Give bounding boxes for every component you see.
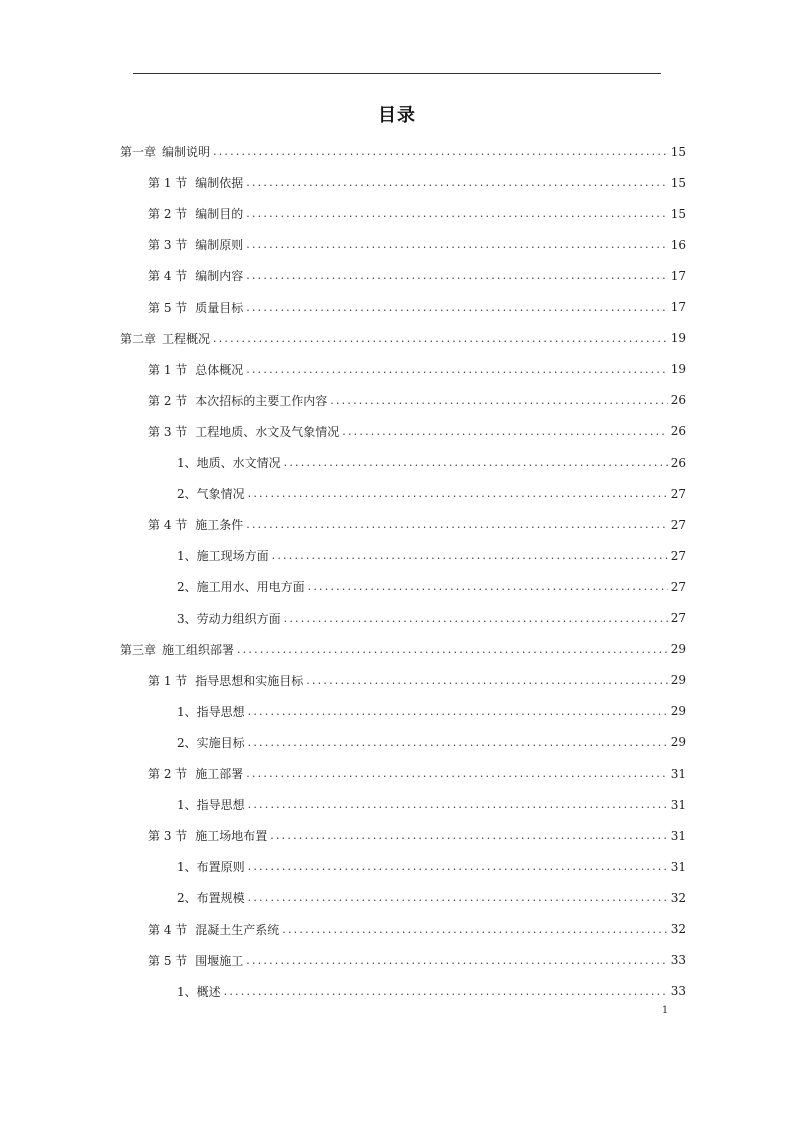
- toc-entry-number: 第 2 节: [148, 207, 188, 222]
- toc-entry-number: 2、: [177, 735, 197, 750]
- toc-dot-leader: [248, 487, 668, 500]
- toc-entry[interactable]: [177, 976, 686, 1007]
- toc-entry[interactable]: [177, 603, 686, 634]
- toc-entry-title: 质量目标: [195, 300, 244, 315]
- toc-entry-page: 15: [670, 175, 686, 190]
- toc-entry-title: 编制目的: [195, 207, 244, 222]
- toc-entry-page: 15: [670, 144, 686, 159]
- toc-entry-title: 地质、水文情况: [196, 456, 281, 470]
- toc-entry-title: 施工现场方面: [196, 549, 269, 564]
- toc-entry[interactable]: [148, 945, 686, 976]
- toc-entry-title: 施工场地布置: [195, 829, 268, 844]
- toc-entry-page: 15: [670, 206, 686, 221]
- toc-entry[interactable]: [120, 634, 686, 665]
- toc-entry-title: 工程概况: [162, 331, 211, 346]
- toc-entry-number: 第 1 节: [148, 176, 188, 191]
- toc-entry-title: 指导思想: [196, 798, 245, 813]
- toc-entry-number: 1、: [177, 456, 197, 470]
- toc-entry-page: 33: [670, 984, 686, 999]
- toc-entry[interactable]: [148, 385, 686, 416]
- toc-entry-page: 19: [670, 331, 686, 346]
- toc-entry-page: 19: [670, 362, 686, 377]
- toc-entry-title: 布置规模: [196, 891, 245, 906]
- toc-entry[interactable]: [177, 571, 686, 602]
- toc-entry-page: 27: [670, 611, 686, 625]
- toc-entry-title: 编制内容: [195, 269, 244, 284]
- toc-entry-title: 围堰施工: [195, 953, 244, 968]
- toc-entry-title: 本次招标的主要工作内容: [195, 393, 328, 408]
- toc-entry-number: 第一章: [120, 145, 157, 159]
- toc-entry-page: 27: [670, 486, 686, 501]
- toc-entry[interactable]: [148, 416, 686, 447]
- toc-entry[interactable]: [148, 260, 686, 291]
- toc-entry-page: 31: [670, 766, 686, 781]
- toc-dot-leader: [246, 363, 667, 376]
- toc-entry-number: 第三章: [120, 642, 157, 657]
- toc-entry-page: 29: [670, 735, 686, 750]
- toc-entry[interactable]: [177, 696, 686, 727]
- toc-entry-page: 17: [670, 300, 686, 314]
- toc-entry-page: 29: [670, 673, 686, 688]
- toc-entry[interactable]: [177, 478, 686, 509]
- toc-entry[interactable]: [148, 758, 686, 789]
- toc-entry-number: 第 5 节: [148, 300, 188, 315]
- toc-entry-page: 26: [670, 455, 686, 470]
- toc-entry-page: 26: [670, 424, 686, 439]
- toc-dot-leader: [342, 425, 667, 438]
- toc-entry-title: 劳动力组织方面: [196, 611, 281, 626]
- toc-entry[interactable]: [148, 167, 686, 198]
- toc-entry-number: 第 2 节: [148, 393, 188, 408]
- toc-entry-number: 第 3 节: [148, 424, 188, 439]
- toc-entry-number: 第 1 节: [148, 362, 188, 377]
- toc-dot-leader: [246, 954, 667, 967]
- toc-entry-page: 29: [670, 642, 686, 657]
- toc-entry[interactable]: [177, 851, 686, 882]
- toc-entry-number: 1、: [177, 704, 197, 719]
- toc-entry-page: 27: [670, 548, 686, 563]
- toc-entry-title: 施工组织部署: [162, 642, 235, 657]
- toc-entry[interactable]: [148, 820, 686, 851]
- toc-dot-leader: [248, 891, 668, 904]
- toc-dot-leader: [272, 549, 668, 562]
- toc-dot-leader: [284, 612, 668, 625]
- toc-title: 目录: [378, 105, 416, 126]
- toc-dot-leader: [306, 674, 667, 687]
- toc-dot-leader: [308, 580, 668, 593]
- toc-entry-number: 1、: [177, 860, 197, 875]
- toc-dot-leader: [237, 643, 668, 656]
- toc-dot-leader: [248, 860, 668, 873]
- toc-entry-number: 第 1 节: [148, 673, 188, 688]
- toc-entry-title: 气象情况: [196, 487, 245, 502]
- toc-entry[interactable]: [177, 882, 686, 913]
- toc-entry[interactable]: [177, 789, 686, 820]
- toc-entry-page: 31: [670, 859, 686, 874]
- toc-entry[interactable]: [148, 198, 686, 229]
- toc-entry-page: 31: [670, 797, 686, 812]
- toc-entry-title: 指导思想: [196, 704, 245, 719]
- toc-entry[interactable]: [148, 665, 686, 696]
- toc-entry-page: 29: [670, 704, 686, 719]
- toc-entry[interactable]: [148, 914, 686, 945]
- toc-entry-number: 第 3 节: [148, 829, 188, 844]
- toc-dot-leader: [224, 985, 668, 998]
- toc-entry-title: 编制说明: [162, 145, 211, 159]
- toc-entry-title: 编制原则: [195, 238, 244, 253]
- toc-entry-title: 施工部署: [195, 767, 244, 781]
- toc-dot-leader: [270, 829, 667, 842]
- toc-entry[interactable]: [120, 323, 686, 354]
- toc-entry[interactable]: [148, 354, 686, 385]
- toc-entry[interactable]: [177, 540, 686, 571]
- toc-entry-title: 施工条件: [195, 518, 244, 533]
- toc-entry-title: 概述: [196, 984, 221, 999]
- toc-dot-leader: [246, 238, 667, 251]
- toc-entry-page: 27: [670, 579, 686, 594]
- footer-page-number: 1: [661, 1005, 669, 1016]
- toc-dot-leader: [246, 301, 667, 314]
- toc-dot-leader: [248, 798, 668, 811]
- toc-entry[interactable]: [148, 229, 686, 260]
- toc-entry-number: 1、: [177, 984, 197, 999]
- toc-entry-page: 16: [670, 237, 686, 252]
- toc-entry-title: 编制依据: [195, 176, 244, 191]
- toc-dot-leader: [248, 736, 668, 749]
- toc-dot-leader: [330, 394, 667, 407]
- toc-entry-page: 17: [670, 268, 686, 283]
- toc-entry-number: 2、: [177, 891, 197, 906]
- toc-entry-page: 32: [670, 922, 686, 936]
- toc-entry-title: 指导思想和实施目标: [195, 673, 304, 688]
- toc-entry-page: 33: [670, 953, 686, 968]
- toc-dot-leader: [213, 145, 668, 158]
- toc-dot-leader: [246, 269, 667, 282]
- header-rule: [133, 73, 661, 74]
- toc-dot-leader: [246, 207, 667, 220]
- toc-entry-title: 施工用水、用电方面: [196, 580, 305, 595]
- toc-entry[interactable]: [120, 136, 686, 167]
- toc-entry-number: 第 5 节: [148, 953, 188, 968]
- toc-dot-leader: [246, 176, 667, 189]
- toc-entry[interactable]: [148, 292, 686, 323]
- toc-entry-title: 混凝土生产系统: [195, 922, 280, 937]
- toc-entry[interactable]: [177, 727, 686, 758]
- toc-entry-number: 2、: [177, 487, 197, 502]
- toc-entry-number: 第 4 节: [148, 269, 188, 284]
- toc-entry-page: 31: [670, 828, 686, 843]
- toc-entry-number: 第 3 节: [148, 238, 188, 253]
- toc-entry-title: 总体概况: [195, 362, 244, 377]
- toc-entry-title: 工程地质、水文及气象情况: [195, 424, 340, 439]
- toc-entry-title: 实施目标: [196, 735, 245, 750]
- toc-entry-page: 32: [670, 890, 686, 905]
- toc-entry-number: 2、: [177, 580, 197, 595]
- toc-entry-number: 第 2 节: [148, 767, 188, 781]
- toc-entry-number: 第 4 节: [148, 922, 188, 937]
- toc-dot-leader: [282, 923, 667, 936]
- toc-entry-number: 1、: [177, 798, 197, 813]
- toc-dot-leader: [284, 456, 668, 469]
- toc-dot-leader: [246, 767, 667, 780]
- toc-entry-page: 27: [670, 517, 686, 532]
- toc-dot-leader: [213, 332, 668, 345]
- toc-dot-leader: [246, 518, 667, 531]
- toc-entry[interactable]: [148, 509, 686, 540]
- toc-dot-leader: [248, 705, 668, 718]
- toc-entry[interactable]: [177, 447, 686, 478]
- toc-entry-number: 第二章: [120, 331, 157, 346]
- toc-entry-number: 1、: [177, 549, 197, 564]
- toc-entry-number: 3、: [177, 611, 197, 626]
- toc-entry-title: 布置原则: [196, 860, 245, 875]
- toc-entry-page: 26: [670, 393, 686, 408]
- toc-entry-number: 第 4 节: [148, 518, 188, 533]
